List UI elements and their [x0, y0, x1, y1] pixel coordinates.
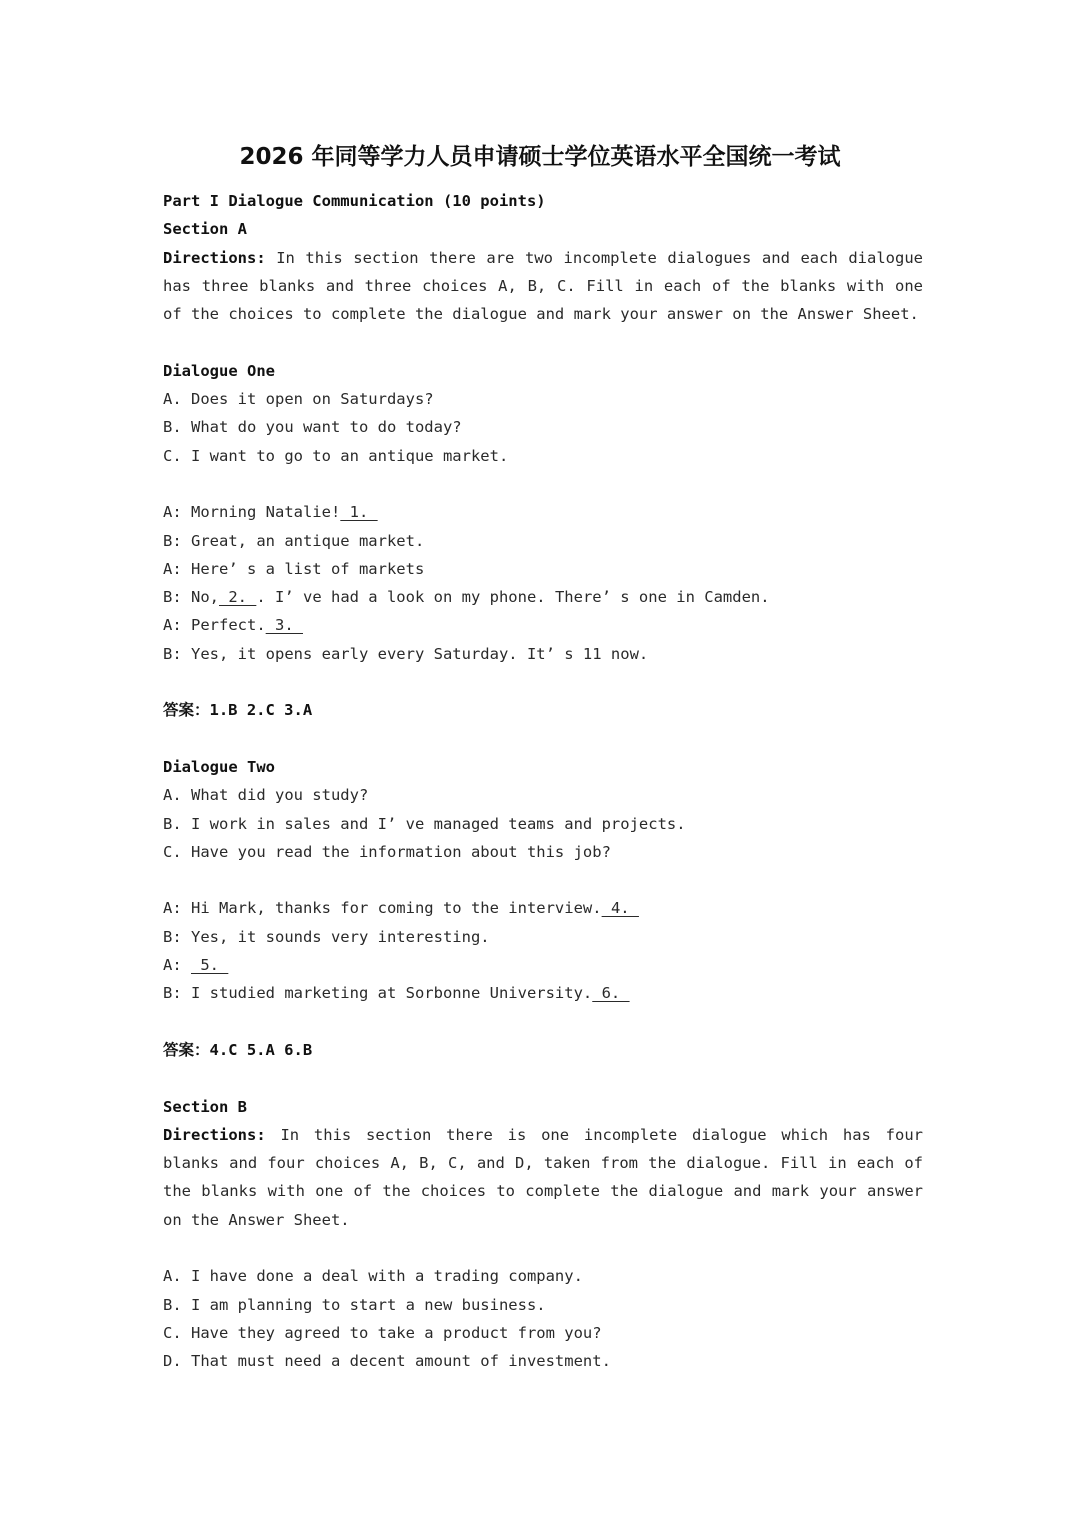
part-heading: Part I Dialogue Communication (10 points) [163, 192, 546, 210]
dialogue-line: B: Yes, it sounds very interesting. [163, 927, 490, 946]
directions-label: Directions: [163, 248, 266, 267]
dialogue-line: A: Hi Mark, thanks for coming to the interview. 4. [163, 899, 639, 918]
choice-item: A. I have done a deal with a trading company. [163, 1267, 583, 1286]
blank-6: 6. [592, 984, 630, 1003]
choice-item: C. I want to go to an antique market. [163, 446, 509, 465]
choice-item: B. I work in sales and I’ ve managed teams and projects. [163, 814, 686, 833]
section-a-heading: Section A [163, 220, 247, 239]
directions-label: Directions: [163, 1125, 266, 1144]
dialogue-line: B: I studied marketing at Sorbonne University. 6. [163, 984, 630, 1003]
dialogue-line: A: Perfect. 3. [163, 616, 303, 635]
blank-3: 3. [265, 616, 303, 635]
blank-4: 4. [601, 899, 639, 918]
exam-content [163, 187, 933, 1375]
choice-item: D. That must need a decent amount of investment. [163, 1352, 611, 1371]
exam-title: 2026 年同等学力人员申请硕士学位英语水平全国统一考试 [239, 144, 841, 170]
dialogue-one-heading: Dialogue One [163, 361, 275, 380]
answer-key-two: 答案：4.C 5.A 6.B [163, 1040, 313, 1059]
choice-item: B. What do you want to do today? [163, 418, 462, 437]
dialogue-line: B: Yes, it opens early every Saturday. It’ s 11 now. [163, 644, 649, 663]
directions-text: In this section there are two incomplete dialogues and each dialogue has three blanks and three choices A, B, C. Fill in each of the blanks with one of the choices to complete the dialogue and mark your answer on the Answer Sheet. [163, 248, 933, 324]
section-b-directions [163, 1121, 933, 1234]
blank-5: 5. [191, 956, 229, 975]
choice-item: A. Does it open on Saturdays? [163, 390, 434, 409]
choice-item: A. What did you study? [163, 786, 369, 805]
answer-key-one: 答案：1.B 2.C 3.A [163, 701, 313, 720]
choice-item: C. Have you read the information about this job? [163, 842, 611, 861]
dialogue-line: A: 5. [163, 956, 229, 975]
section-b-heading: Section B [163, 1097, 247, 1116]
directions-text: In this section there is one incomplete dialogue which has four blanks and four choices A, B, C, and D, taken from the dialogue. Fill in each of the blanks with one of the choices to complete the dialogue and mark your answer on the Answer Sheet. [163, 1125, 933, 1229]
section-a-directions [163, 244, 933, 329]
dialogue-line: A: Here’ s a list of markets [163, 559, 425, 578]
blank-2: 2. [219, 588, 257, 607]
blank-1: 1. [340, 503, 378, 522]
dialogue-line: B: Great, an antique market. [163, 531, 425, 550]
dialogue-two-heading: Dialogue Two [163, 757, 275, 776]
dialogue-line: B: No, 2. . I’ ve had a look on my phone. There’ s one in Camden. [163, 588, 770, 607]
dialogue-line: A: Morning Natalie! 1. [163, 503, 378, 522]
choice-item: B. I am planning to start a new business. [163, 1295, 546, 1314]
choice-item: C. Have they agreed to take a product from you? [163, 1323, 602, 1342]
